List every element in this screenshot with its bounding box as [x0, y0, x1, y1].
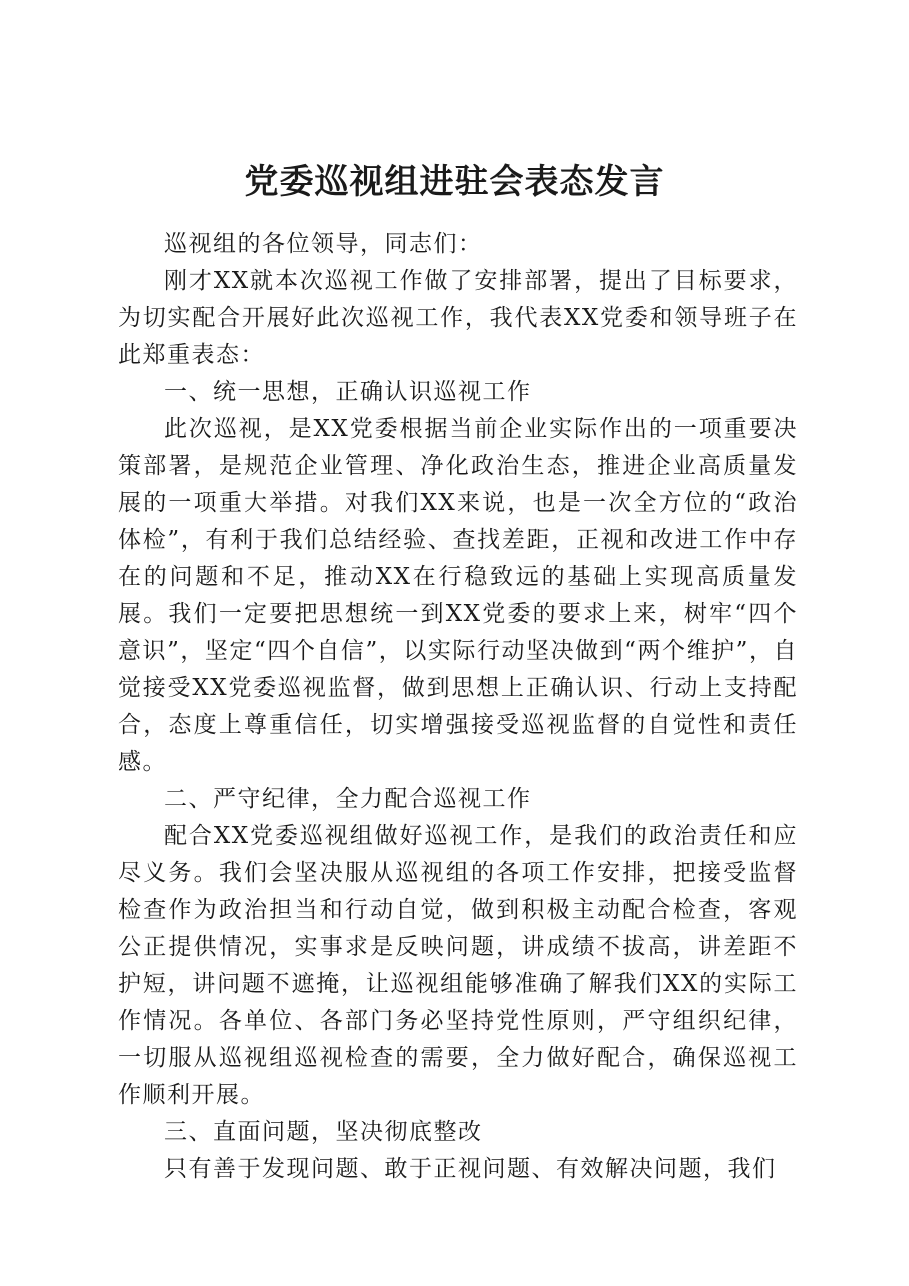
section-heading-2: 二、严守纪律，全力配合巡视工作 [164, 786, 532, 812]
section-heading-3: 三、直面问题，坚决彻底整改 [164, 1119, 483, 1145]
section-2-paragraph: 配合XX党委巡视组做好巡视工作，是我们的政治责任和应尽义务。我们会坚决服从巡视组的各项工作安排，把接受监督检查作为政治担当和行动自觉，做到积极主动配合检查，客观公正提供情况，实事求是反映问题，讲成绩不拔高，讲差距不护短，讲问题不遮掩，让巡视组能够准确了解我们XX的实际工作情况。各单位、各部门务必坚持党性原则，严守组织纪律，一切服从巡视组巡视检查的需要，全力做好配合，确保巡视工作顺利开展。 [118, 823, 798, 1108]
section-1-paragraph: 此次巡视，是XX党委根据当前企业实际作出的一项重要决策部署，是规范企业管理、净化政治生态，推进企业高质量发展的一项重大举措。对我们XX来说，也是一次全方位的“政治体检”，有利于我们总结经验、查找差距，正视和改进工作中存在的问题和不足，推动XX在行稳致远的基础上实现高质量发展。我们一定要把思想统一到XX党委的要求上来，树牢“四个意识”，坚定“四个自信”，以实际行动坚决做到“两个维护”，自觉接受XX党委巡视监督，做到思想上正确认识、行动上支持配合，态度上尊重信任，切实增强接受巡视监督的自觉性和责任感。 [118, 416, 798, 775]
document-body [118, 226, 798, 1188]
section-3-paragraph: 只有善于发现问题、敢于正视问题、有效解决问题，我们 [164, 1156, 777, 1182]
section-heading-1: 一、统一思想，正确认识巡视工作 [164, 379, 532, 405]
salutation-paragraph: 巡视组的各位领导，同志们： [164, 231, 483, 257]
document-title: 党委巡视组进驻会表态发言 [244, 162, 665, 202]
intro-paragraph: 刚才XX就本次巡视工作做了安排部署，提出了目标要求，为切实配合开展好此次巡视工作，我代表XX党委和领导班子在此郑重表态： [118, 268, 798, 368]
